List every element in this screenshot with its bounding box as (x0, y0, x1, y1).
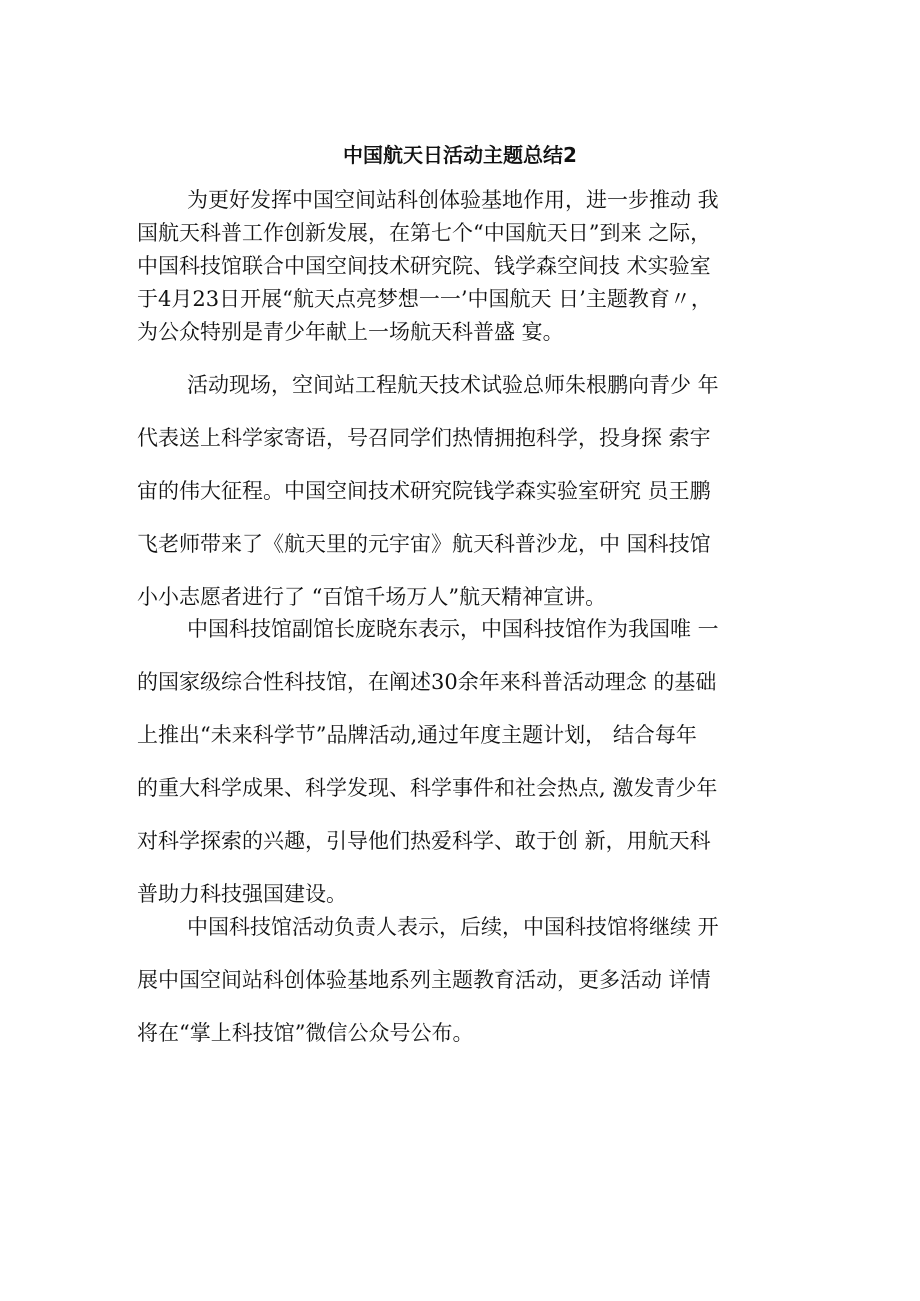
paragraph-line: 将在“掌上科技馆”微信公众号公布。 (137, 1021, 474, 1045)
paragraph-line: 代表送上科学家寄语，号召同学们热情拥抱科学，投身探 索宇 (137, 426, 711, 450)
paragraph-line: 对科学探索的兴趣，引导他们热爱科学、敢于创 新，用航天科 (137, 829, 711, 853)
paragraph-line: 小小志愿者进行了 “百馆千场万人”航天精神宣讲。 (137, 585, 607, 609)
paragraph-line: 的国家级综合性科技馆，在阐述30余年来科普活动理念 的基础 (137, 670, 717, 694)
paragraph-line: 国航天科普工作创新发展，在第七个“中国航天日”到来 之际， (137, 221, 712, 245)
paragraph-line: 中国科技馆联合中国空间技术研究院、钱学森空间技 术实验室 (137, 254, 711, 278)
paragraph-line: 中国科技馆活动负责人表示，后续，中国科技馆将继续 开 (187, 915, 719, 939)
paragraph-4 (137, 901, 787, 1060)
document-title: 中国航天日活动主题总结2 (343, 143, 577, 167)
paragraph-line: 普助力科技强国建设。 (137, 882, 347, 906)
paragraph-line: 于4月23日开展“航天点亮梦想一一’中国航天 日’主题教育〃， (137, 287, 712, 311)
paragraph-2 (137, 359, 787, 624)
paragraph-line: 展中国空间站科创体验基地系列主题教育活动，更多活动 详情 (137, 968, 711, 992)
paragraph-line: 活动现场，空间站工程航天技术试验总师朱根鹏向青少 年 (187, 373, 719, 397)
paragraph-1 (137, 184, 787, 349)
paragraph-line: 飞老师带来了《航天里的元宇宙》航天科普沙龙，中 国科技馆 (137, 532, 711, 556)
paragraph-line: 中国科技馆副馆长庞晓东表示，中国科技馆作为我国唯 一 (187, 617, 719, 641)
paragraph-line: 为公众特别是青少年献上一场航天科普盛 宴。 (137, 320, 564, 344)
paragraph-line: 宙的伟大征程。中国空间技术研究院钱学森实验室研究 员王鹏 (137, 479, 711, 503)
paragraph-line: 上推出“未来科学节”品牌活动,通过年度主题计划， 结合每年 (137, 723, 697, 747)
paragraph-line: 为更好发挥中国空间站科创体验基地作用，进一步推动 我 (187, 188, 719, 212)
paragraph-3 (137, 603, 787, 921)
paragraph-line: 的重大科学成果、科学发现、科学事件和社会热点, 激发青少年 (137, 776, 718, 800)
